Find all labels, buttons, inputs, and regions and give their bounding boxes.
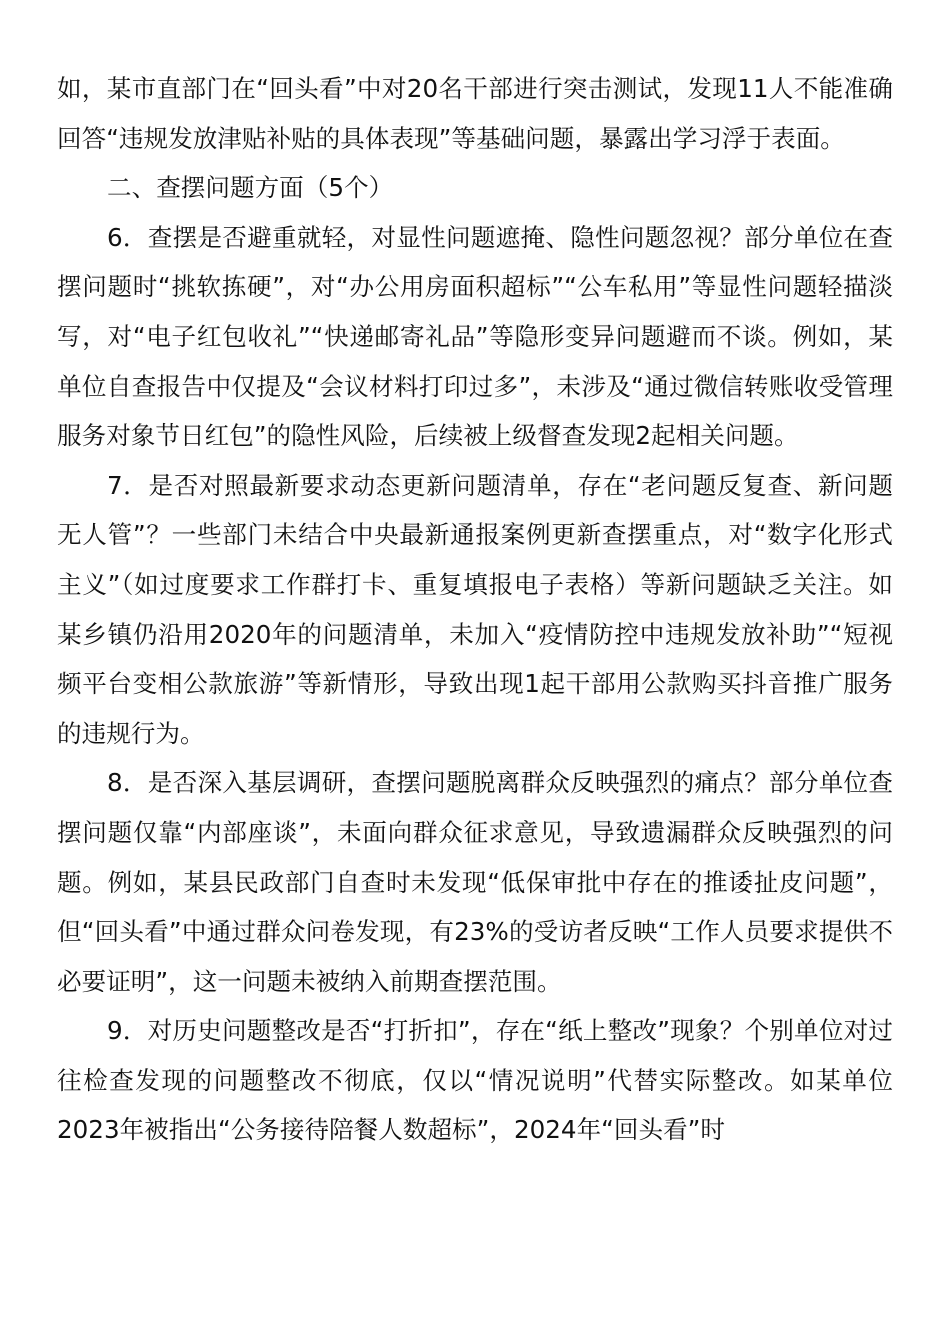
- paragraph-item-9: 9．对历史问题整改是否“打折扣”，存在“纸上整改”现象？个别单位对过往检查发现的问题整改不彻底，仅以“情况说明”代替实际整改。如某单位2023年被指出“公务接待陪餐人数超标”，2024年“回头看”时: [57, 1016, 893, 1145]
- paragraph-item-6: 6．查摆是否避重就轻，对显性问题遮掩、隐性问题忽视？部分单位在查摆问题时“挑软拣硬”，对“办公用房面积超标”“公车私用”等显性问题轻描淡写，对“电子红包收礼”“快递邮寄礼品”等隐形变异问题避而不谈。例如，某单位自查报告中仅提及“会议材料打印过多”，未涉及“通过微信转账收受管理服务对象节日红包”的隐性风险，后续被上级督查发现2起相关问题。: [57, 222, 893, 451]
- paragraph-item-7: 7．是否对照最新要求动态更新问题清单，存在“老问题反复查、新问题无人管”？一些部门未结合中央最新通报案例更新查摆重点，对“数字化形式主义”（如过度要求工作群打卡、重复填报电子表格）等新问题缺乏关注。如某乡镇仍沿用2020年的问题清单，未加入“疫情防控中违规发放补助”“短视频平台变相公款旅游”等新情形，导致出现1起干部用公款购买抖音推广服务的违规行为。: [57, 470, 893, 748]
- section-heading: 二、查摆问题方面（5个）: [107, 173, 394, 203]
- document-page: [57, 64, 893, 1155]
- paragraph-item-8: 8．是否深入基层调研，查摆问题脱离群众反映强烈的痛点？部分单位查摆问题仅靠“内部座谈”，未面向群众征求意见，导致遗漏群众反映强烈的问题。例如，某县民政部门自查时未发现“低保审批中存在的推诿扯皮问题”，但“回头看”中通过群众问卷发现，有23%的受访者反映“工作人员要求提供不必要证明”，这一问题未被纳入前期查摆范围。: [57, 768, 893, 996]
- paragraph-continuation: 如，某市直部门在“回头看”中对20名干部进行突击测试，发现11人不能准确回答“违规发放津贴补贴的具体表现”等基础问题，暴露出学习浮于表面。: [57, 74, 893, 153]
